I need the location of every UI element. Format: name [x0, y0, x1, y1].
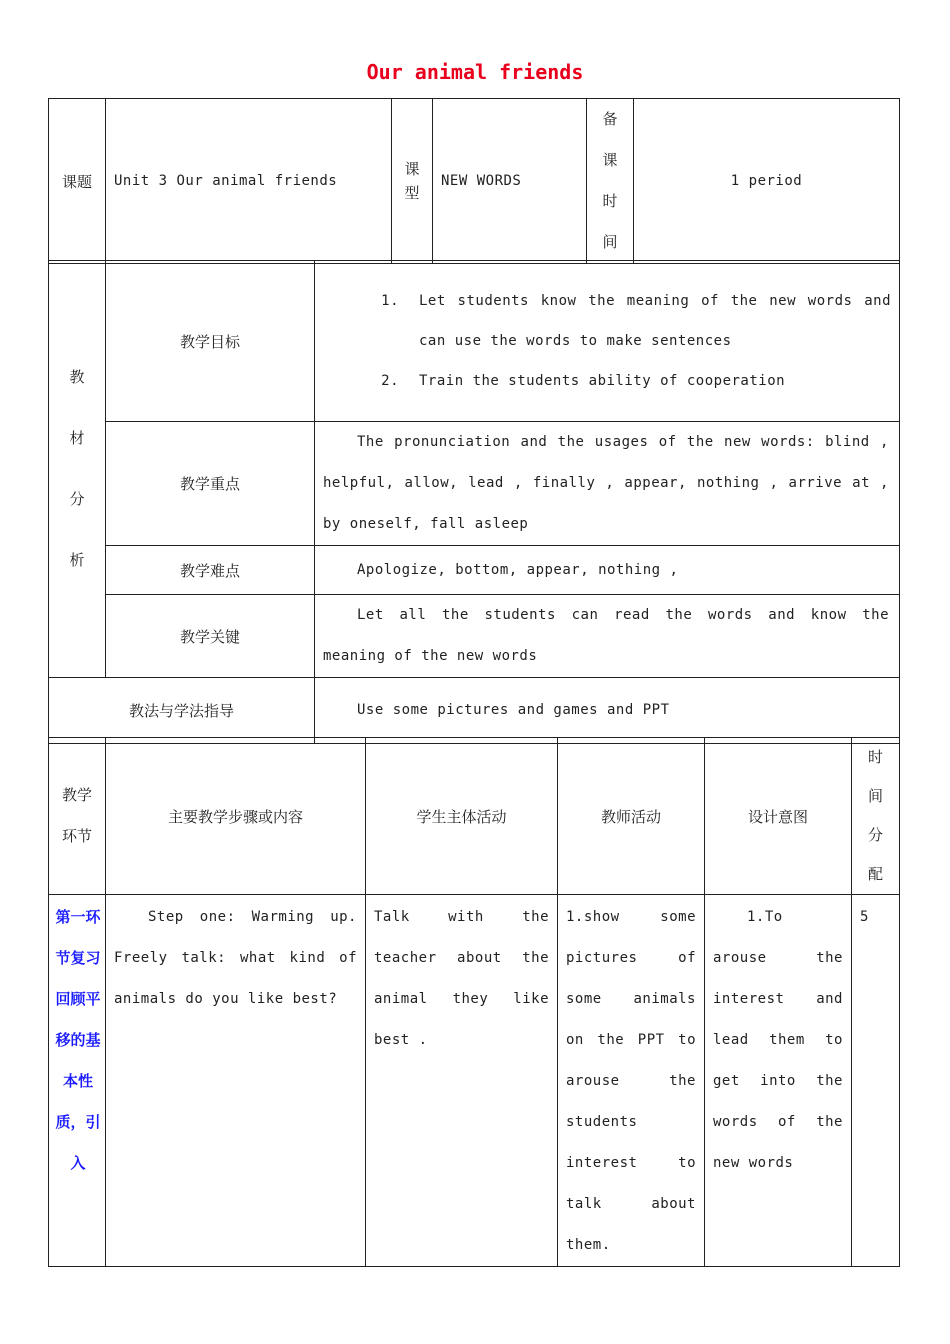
- teacher-cell: 1.show some pictures of some animals on the PPT to arouse the students interest to talk about them.: [558, 895, 705, 1267]
- header-time: 时间分配: [852, 738, 900, 895]
- header-teacher: 教师活动: [558, 738, 705, 895]
- analysis-section-label: 教材分析: [49, 261, 106, 678]
- method-label: 教法与学法指导: [49, 678, 315, 744]
- goal-item: [315, 361, 891, 401]
- key-text: Let all the students can read the words and know the meaning of the new words: [315, 595, 900, 678]
- time-cell: 5: [852, 895, 900, 1267]
- key-label: 教学关键: [106, 595, 315, 678]
- goal-text: Train the students ability of cooperation: [419, 373, 786, 389]
- steps-cell: Step one: Warming up. Freely talk: what kind of animals do you like best?: [106, 895, 366, 1267]
- student-cell: Talk with the teacher about the animal they like best .: [366, 895, 558, 1267]
- goal-item: [315, 281, 891, 361]
- header-steps: 主要教学步骤或内容: [106, 738, 366, 895]
- difficulties-label: 教学难点: [106, 546, 315, 595]
- header-design: 设计意图: [705, 738, 852, 895]
- key-points-label: 教学重点: [106, 422, 315, 546]
- difficulties-text: Apologize, bottom, appear, nothing ,: [315, 546, 900, 595]
- prep-value: 1 period: [634, 99, 900, 264]
- goals-label: 教学目标: [106, 261, 315, 422]
- goal-number: 1.: [381, 293, 399, 309]
- type-label: 课型: [392, 99, 433, 264]
- method-text: Use some pictures and games and PPT: [315, 678, 900, 744]
- prep-label: 备课时间: [587, 99, 634, 264]
- stage-cell: 第一环节复习回顾平移的基本性质，引入: [49, 895, 106, 1267]
- header-table: [48, 98, 900, 264]
- analysis-table: [48, 260, 900, 744]
- design-cell: 1.To arouse the interest and lead them to get into the words of the new words: [705, 895, 852, 1267]
- page-title: Our animal friends: [366, 60, 584, 84]
- topic-label: 课题: [49, 99, 106, 264]
- goal-text: Let students know the meaning of the new words and can use the words to make sentences: [419, 293, 891, 349]
- type-value: NEW WORDS: [433, 99, 587, 264]
- topic-value: Unit 3 Our animal friends: [106, 99, 392, 264]
- header-stage: 教学环节: [49, 738, 106, 895]
- goal-number: 2.: [381, 373, 399, 389]
- goals-cell: [315, 261, 900, 422]
- header-student: 学生主体活动: [366, 738, 558, 895]
- process-table: [48, 737, 900, 1267]
- key-points-text: The pronunciation and the usages of the new words: blind , helpful, allow, lead , finally , appear, nothing , arrive at , by oneself, fall asleep: [315, 422, 900, 546]
